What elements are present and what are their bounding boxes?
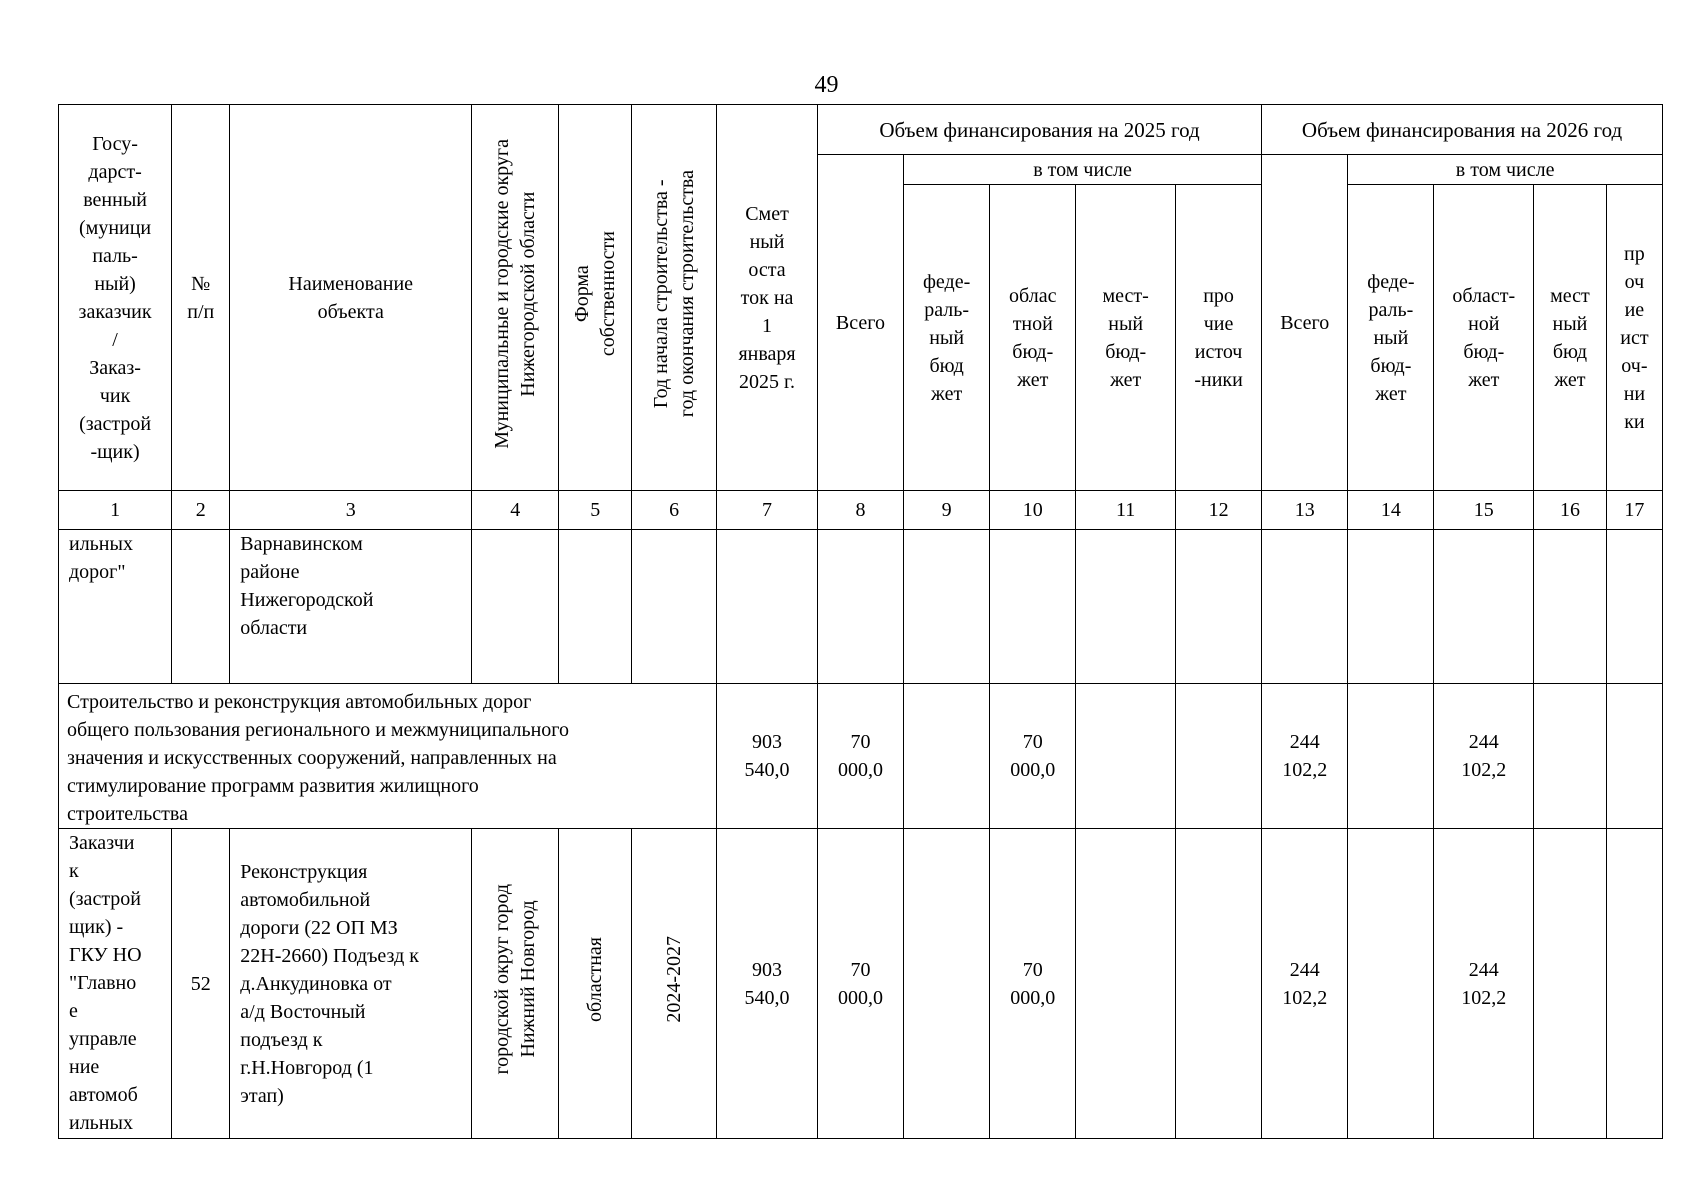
header-customer: Госу- дарст- венный (муници паль- ный) заказчик / Заказ- чик (застрой -щик) [59,105,172,491]
item-number-cell: 52 [172,829,230,1139]
table-row [59,530,1663,684]
total-2025-cell: 70 000,0 [817,829,903,1139]
column-number: 12 [1176,491,1262,530]
regional-2026-cell: 244 102,2 [1434,829,1534,1139]
header-total-2026: Всего [1262,155,1348,491]
column-number: 4 [472,491,559,530]
header-years: Год начала строительства - год окончания строительства [632,105,717,491]
header-other-2025: про чие источ -ники [1176,185,1262,491]
header-other-2026: пр оч ие ист оч- ни ки [1606,185,1662,491]
column-number: 5 [559,491,632,530]
header-federal-2025: феде- раль- ный бюд жет [904,185,990,491]
header-financing-2026: Объем финансирования на 2026 год [1262,105,1663,155]
ownership-cell: областная [559,829,632,1139]
total-2025-cell: 70 000,0 [817,684,903,829]
customer-cell: Заказчи к (застрой щик) - ГКУ НО "Главно е управле ние автомоб ильных [59,829,172,1139]
column-number: 11 [1076,491,1176,530]
header-local-2026: мест ный бюд жет [1534,185,1607,491]
regional-2025-cell: 70 000,0 [990,684,1076,829]
column-number: 3 [230,491,472,530]
customer-cell: ильных дорог" [59,530,172,684]
column-number: 2 [172,491,230,530]
section-title: Строительство и реконструкция автомобильных дорог общего пользования регионального и межмуниципального значения и искусственных сооружений, направленных на стимулирование программ развития жилищного строительства [59,684,717,829]
column-number: 15 [1434,491,1534,530]
financing-table [58,104,1663,1139]
column-number: 1 [59,491,172,530]
years-cell: 2024-2027 [632,829,717,1139]
regional-2025-cell: 70 000,0 [990,829,1076,1139]
balance-cell: 903 540,0 [717,829,818,1139]
header-regional-2025: облас тной бюд- жет [990,185,1076,491]
column-number: 6 [632,491,717,530]
header-municipality: Муниципальные и городские округа Нижегородской области [472,105,559,491]
page-number: 49 [814,72,839,98]
column-number: 10 [990,491,1076,530]
header-number: № п/п [172,105,230,491]
municipality-cell: городской округ город Нижний Новгород [472,829,559,1139]
total-2026-cell: 244 102,2 [1262,829,1348,1139]
column-number: 9 [904,491,990,530]
header-federal-2026: феде- раль- ный бюд- жет [1348,185,1434,491]
column-number: 16 [1534,491,1607,530]
header-total-2025: Всего [817,155,903,491]
object-name-cell: Варнавинском районе Нижегородской области [230,530,472,684]
column-number: 8 [817,491,903,530]
column-number: 13 [1262,491,1348,530]
header-balance: Смет ный оста ток на 1 января 2025 г. [717,105,818,491]
header-financing-2025: Объем финансирования на 2025 год [817,105,1261,155]
header-object-name: Наименование объекта [230,105,472,491]
table-row [59,829,1663,1139]
header-local-2025: мест- ный бюд- жет [1076,185,1176,491]
header-regional-2026: област- ной бюд- жет [1434,185,1534,491]
total-2026-cell: 244 102,2 [1262,684,1348,829]
column-number: 17 [1606,491,1662,530]
section-row [59,684,1663,829]
column-number: 14 [1348,491,1434,530]
balance-cell: 903 540,0 [717,684,818,829]
column-number: 7 [717,491,818,530]
column-number-row [59,491,1663,530]
header-ownership: Форма собственности [559,105,632,491]
header-including-2025: в том числе [904,155,1262,185]
header-including-2026: в том числе [1348,155,1663,185]
regional-2026-cell: 244 102,2 [1434,684,1534,829]
object-name-cell: Реконструкция автомобильной дороги (22 ОП МЗ 22Н-2660) Подъезд к д.Анкудиновка от а/д Восточный подъезд к г.Н.Новгород (1 этап) [230,829,472,1139]
